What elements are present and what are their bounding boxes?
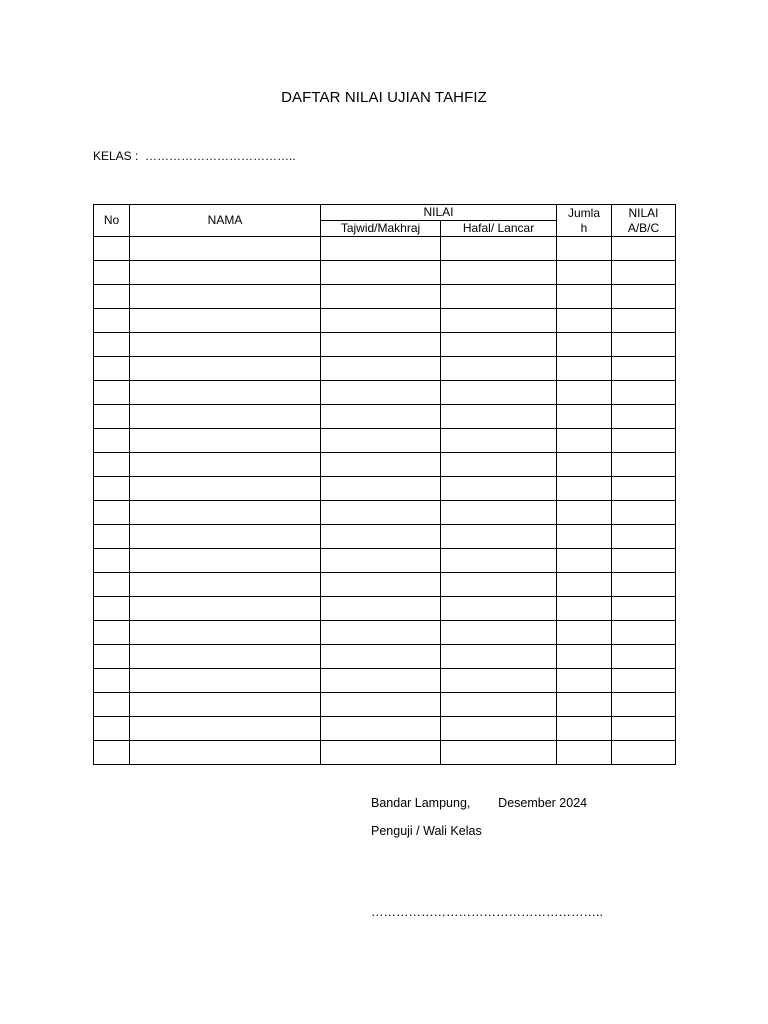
cell-nilai-abc [612,549,676,573]
cell-nilai-abc [612,261,676,285]
table-row [94,405,676,429]
cell-tajwid [321,597,441,621]
cell-nilai-abc [612,405,676,429]
cell-tajwid [321,429,441,453]
cell-no [94,741,130,765]
signature-place-date: Bandar Lampung, Desember 2024 [371,796,588,810]
cell-nilai-abc [612,693,676,717]
table-row [94,597,676,621]
cell-nilai-abc [612,429,676,453]
cell-tajwid [321,357,441,381]
cell-no [94,237,130,261]
page-title: DAFTAR NILAI UJIAN TAHFIZ [281,89,487,106]
cell-jumlah [557,597,612,621]
header-nilai-abc [612,205,676,237]
cell-hafal [441,741,557,765]
cell-hafal [441,309,557,333]
table-row [94,573,676,597]
header-jumlah-label: Jumla h [568,205,601,235]
cell-hafal [441,717,557,741]
cell-nama [130,549,321,573]
cell-nilai-abc [612,573,676,597]
header-nama: NAMA [130,205,321,237]
cell-nilai-abc [612,621,676,645]
cell-jumlah [557,669,612,693]
cell-tajwid [321,477,441,501]
cell-nilai-abc [612,669,676,693]
cell-no [94,501,130,525]
cell-tajwid [321,285,441,309]
cell-tajwid [321,645,441,669]
table-row [94,285,676,309]
cell-no [94,357,130,381]
cell-tajwid [321,261,441,285]
cell-nilai-abc [612,453,676,477]
cell-jumlah [557,621,612,645]
cell-hafal [441,597,557,621]
cell-hafal [441,381,557,405]
cell-tajwid [321,693,441,717]
cell-tajwid [321,741,441,765]
cell-tajwid [321,405,441,429]
table-row [94,549,676,573]
cell-jumlah [557,381,612,405]
cell-jumlah [557,501,612,525]
cell-no [94,309,130,333]
cell-hafal [441,693,557,717]
cell-jumlah [557,309,612,333]
cell-hafal [441,453,557,477]
cell-hafal [441,621,557,645]
header-nilai-abc-label: NILAI A/B/C [627,205,660,235]
cell-tajwid [321,525,441,549]
table-row [94,477,676,501]
table-row [94,381,676,405]
cell-nilai-abc [612,357,676,381]
cell-no [94,717,130,741]
cell-hafal [441,573,557,597]
cell-nama [130,597,321,621]
cell-no [94,621,130,645]
cell-no [94,285,130,309]
cell-jumlah [557,573,612,597]
table-row [94,309,676,333]
cell-nama [130,669,321,693]
cell-nama [130,645,321,669]
cell-tajwid [321,669,441,693]
cell-jumlah [557,741,612,765]
cell-nama [130,261,321,285]
cell-hafal [441,477,557,501]
cell-tajwid [321,381,441,405]
cell-no [94,261,130,285]
cell-nama [130,477,321,501]
cell-nama [130,525,321,549]
cell-nilai-abc [612,501,676,525]
table-row [94,357,676,381]
kelas-field: KELAS : ……………………………….. [93,149,296,163]
table-row [94,453,676,477]
cell-hafal [441,333,557,357]
cell-nilai-abc [612,381,676,405]
cell-nama [130,621,321,645]
cell-hafal [441,549,557,573]
table-row [94,237,676,261]
cell-no [94,405,130,429]
cell-tajwid [321,573,441,597]
cell-nama [130,381,321,405]
cell-nilai-abc [612,717,676,741]
cell-nama [130,405,321,429]
cell-no [94,549,130,573]
cell-jumlah [557,525,612,549]
cell-no [94,693,130,717]
cell-no [94,453,130,477]
cell-nama [130,693,321,717]
cell-hafal [441,405,557,429]
table-row [94,501,676,525]
cell-tajwid [321,453,441,477]
cell-jumlah [557,285,612,309]
cell-tajwid [321,621,441,645]
cell-no [94,573,130,597]
cell-nilai-abc [612,741,676,765]
cell-no [94,381,130,405]
cell-tajwid [321,717,441,741]
cell-nama [130,429,321,453]
table-row [94,429,676,453]
cell-nama [130,357,321,381]
cell-no [94,669,130,693]
cell-nama [130,237,321,261]
cell-nilai-abc [612,333,676,357]
table-row [94,621,676,645]
cell-jumlah [557,549,612,573]
table-row [94,261,676,285]
cell-jumlah [557,645,612,669]
cell-no [94,645,130,669]
cell-jumlah [557,693,612,717]
cell-jumlah [557,357,612,381]
cell-nama [130,453,321,477]
table-body [94,237,676,765]
cell-nilai-abc [612,597,676,621]
cell-no [94,525,130,549]
signature-name-line: ……………………………………………….. [371,905,603,919]
cell-nilai-abc [612,645,676,669]
cell-jumlah [557,237,612,261]
cell-no [94,333,130,357]
cell-hafal [441,669,557,693]
table-row [94,693,676,717]
cell-jumlah [557,405,612,429]
cell-hafal [441,501,557,525]
cell-hafal [441,261,557,285]
cell-hafal [441,237,557,261]
cell-jumlah [557,453,612,477]
header-tajwid: Tajwid/Makhraj [321,221,441,237]
cell-jumlah [557,717,612,741]
cell-nama [130,741,321,765]
table-row [94,525,676,549]
cell-jumlah [557,261,612,285]
cell-nilai-abc [612,477,676,501]
cell-nama [130,573,321,597]
cell-nama [130,333,321,357]
cell-hafal [441,429,557,453]
cell-tajwid [321,501,441,525]
cell-tajwid [321,309,441,333]
cell-nama [130,717,321,741]
grade-table [93,204,676,765]
cell-hafal [441,357,557,381]
cell-tajwid [321,333,441,357]
cell-no [94,429,130,453]
cell-jumlah [557,429,612,453]
header-hafal: Hafal/ Lancar [441,221,557,237]
header-no: No [94,205,130,237]
cell-no [94,597,130,621]
cell-tajwid [321,549,441,573]
header-nilai: NILAI [321,205,557,221]
cell-nama [130,285,321,309]
table-row [94,333,676,357]
header-jumlah [557,205,612,237]
table-row [94,669,676,693]
table-row [94,741,676,765]
cell-hafal [441,285,557,309]
cell-hafal [441,525,557,549]
cell-nama [130,309,321,333]
cell-nilai-abc [612,309,676,333]
cell-hafal [441,645,557,669]
table-row [94,717,676,741]
cell-tajwid [321,237,441,261]
cell-nama [130,501,321,525]
table-row [94,645,676,669]
table-header-row [94,205,676,221]
signature-role: Penguji / Wali Kelas [371,824,482,838]
cell-jumlah [557,477,612,501]
cell-nilai-abc [612,237,676,261]
cell-no [94,477,130,501]
cell-jumlah [557,333,612,357]
cell-nilai-abc [612,525,676,549]
cell-nilai-abc [612,285,676,309]
